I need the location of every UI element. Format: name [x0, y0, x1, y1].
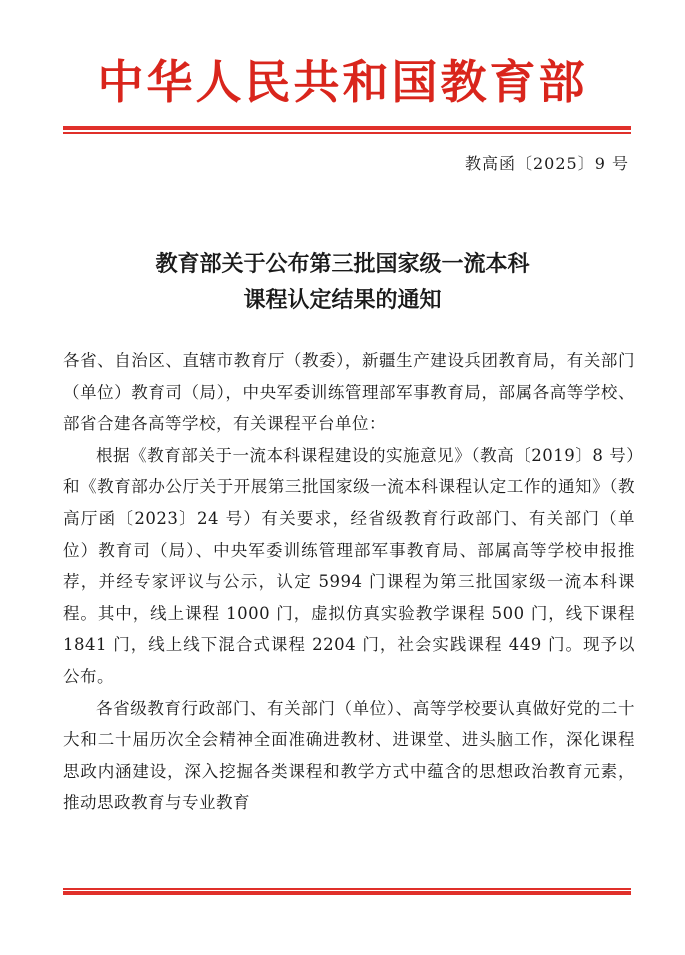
masthead: 中华人民共和国教育部 — [97, 55, 588, 109]
document-body — [63, 345, 635, 819]
masthead-rule-top — [63, 126, 631, 134]
rule-thin-line — [63, 888, 631, 890]
title-line-1: 教育部关于公布第三批国家级一流本科 — [155, 251, 530, 277]
paragraph-1: 根据《教育部关于一流本科课程建设的实施意见》（教高〔2019〕8 号）和《教育部办公厅关于开展第三批国家级一流本科课程认定工作的通知》（教高厅函〔2023〕24 号）有关要求，经省级教育行政部门、有关部门（单位）教育司（局）、中央军委训练管理部军事教育局、部属高等学校申报推荐，并经专家评议与公示，认定 5994 门课程为第三批国家级一流本科课程。其中，线上课程 1000 门，虚拟仿真实验教学课程 500 门，线下课程 1841 门，线上线下混合式课程 2204 门，社会实践课程 449 门。现予以公布。 — [63, 445, 635, 686]
paragraph-2: 各省级教育行政部门、有关部门（单位）、高等学校要认真做好党的二十大和二十届历次全会精神全面准确进教材、进课堂、进头脑工作，深化课程思政内涵建设，深入挖掘各类课程和教学方式中蕴含的思想政治教育元素，推动思政教育与专业教育 — [63, 698, 635, 813]
rule-thin-line — [63, 132, 631, 134]
footer-rule-bottom — [63, 888, 631, 896]
document-title — [0, 246, 685, 318]
document-number: 教高函〔2025〕9 号 — [465, 154, 629, 173]
rule-thick-line — [63, 126, 631, 130]
rule-thick-line — [63, 891, 631, 895]
salutation: 各省、自治区、直辖市教育厅（教委），新疆生产建设兵团教育局，有关部门（单位）教育司（局），中央军委训练管理部军事教育局，部属各高等学校、部省合建各高等学校，有关课程平台单位： — [63, 351, 635, 434]
title-line-2: 课程认定结果的通知 — [243, 287, 442, 313]
